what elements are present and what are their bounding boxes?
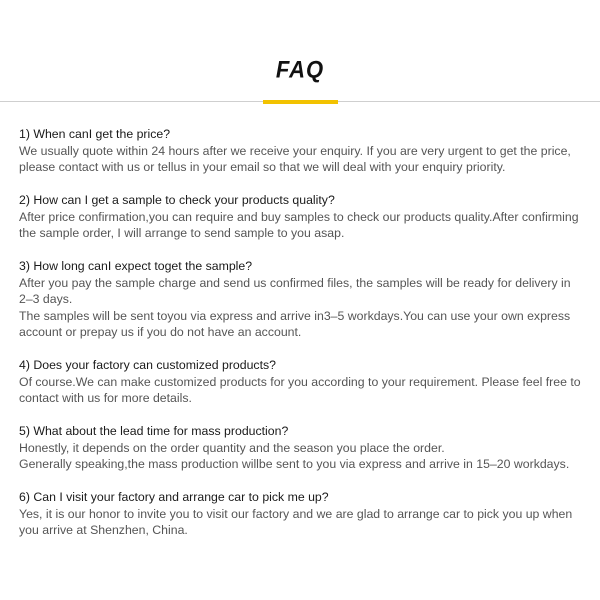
faq-question: 2) How can I get a sample to check your products quality?: [19, 192, 335, 207]
faq-answer: Generally speaking,the mass production willbe sent to you via express and arrive in 15–20 workdays.: [19, 457, 570, 472]
faq-answer: We usually quote within 24 hours after we receive your enquiry. If you are very urgent to get the price, please contact with us or tellus in your email so that we will deal with your enquiry priority.: [19, 143, 571, 175]
faq-answer: Honestly, it depends on the order quantity and the season you place the order.: [19, 440, 445, 455]
faq-question: 3) How long canI expect toget the sample?: [19, 258, 253, 273]
faq-answer: Yes, it is our honor to invite you to visit our factory and we are glad to arrange car to pick you up when you arrive at Shenzhen, China.: [19, 506, 573, 538]
page-header: [0, 0, 600, 106]
faq-answer: Of course.We can make customized products for you according to your requirement. Please feel free to contact with us for more details.: [19, 374, 581, 406]
faq-answer: After price confirmation,you can require and buy samples to check our products quality.After confirming the sample order, I will arrange to send sample to you asap.: [19, 209, 579, 241]
faq-question: 6) Can I visit your factory and arrange car to pick me up?: [19, 490, 329, 505]
title-accent-bar: [263, 100, 338, 104]
faq-item-4: [19, 357, 587, 407]
faq-list: [19, 126, 587, 539]
faq-item-5: [19, 423, 587, 473]
page-title: FAQ: [275, 55, 325, 83]
faq-question: 5) What about the lead time for mass production?: [19, 424, 289, 439]
faq-item-2: [19, 192, 587, 242]
faq-item-3: [19, 258, 587, 341]
faq-question: 4) Does your factory can customized products?: [19, 358, 276, 373]
faq-answer: After you pay the sample charge and send us confirmed files, the samples will be ready for delivery in 2–3 days.: [19, 275, 571, 307]
faq-question: 1) When canI get the price?: [19, 127, 171, 141]
faq-item-6: [19, 489, 587, 539]
faq-answer: The samples will be sent toyou via express and arrive in3–5 workdays.You can use your own express account or prepay us if you do not have an account.: [19, 308, 571, 340]
faq-item-1: [19, 126, 587, 176]
